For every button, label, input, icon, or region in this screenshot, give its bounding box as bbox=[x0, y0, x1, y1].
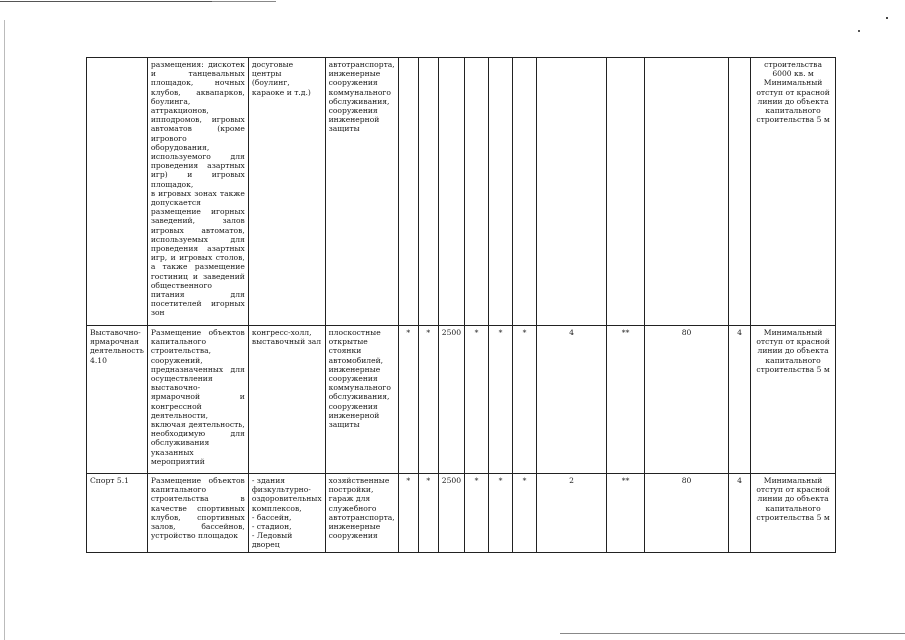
cell-value bbox=[729, 58, 751, 326]
cell-value: * bbox=[465, 474, 489, 553]
cell-note: Минимальный отступ от красной линии до объекта капитального строительства 5 м bbox=[751, 474, 836, 553]
cell-value bbox=[438, 58, 464, 326]
cell-value: 80 bbox=[645, 474, 729, 553]
scan-edge-line bbox=[4, 20, 5, 640]
cell-value: ** bbox=[607, 326, 645, 474]
scan-edge-line bbox=[0, 1, 212, 2]
cell-conditional-use: - здания физкультурно-оздоровительных комплексов, - бассейн, - стадион, - Ледовый дворец bbox=[248, 474, 325, 553]
cell-value: 4 bbox=[729, 474, 751, 553]
scan-speck bbox=[858, 30, 860, 32]
cell-value bbox=[398, 58, 418, 326]
cell-auxiliary-use: хозяйственные постройки, гараж для служебного автотранспорта, инженерные сооружения bbox=[325, 474, 398, 553]
cell-value: 2 bbox=[537, 474, 607, 553]
cell-conditional-use: конгресс-холл, выставочный зал bbox=[248, 326, 325, 474]
cell-note: Минимальный отступ от красной линии до объекта капитального строительства 5 м bbox=[751, 326, 836, 474]
cell-value: * bbox=[489, 474, 513, 553]
scan-edge-line bbox=[212, 1, 276, 2]
cell-main-use: Размещение объектов капитального строительства, сооружений, предназначенных для осуществления выставочно-ярмарочной и конгрессной деятельности, включая деятельность, необходимую для обслуживания указанных мероприятий bbox=[147, 326, 248, 474]
cell-value: 4 bbox=[729, 326, 751, 474]
cell-auxiliary-use: плоскостные открытые стоянки автомобилей, инженерные сооружения коммунального обслуживания, сооружения инженерной защиты bbox=[325, 326, 398, 474]
scan-edge-line bbox=[560, 633, 905, 634]
cell-value bbox=[418, 58, 438, 326]
cell-value bbox=[513, 58, 537, 326]
cell-note: строительства 6000 кв. м Минимальный отступ от красной линии до объекта капитального строительства 5 м bbox=[751, 58, 836, 326]
cell-use-type bbox=[87, 58, 148, 326]
cell-value: 2500 bbox=[438, 474, 464, 553]
scan-speck bbox=[886, 17, 888, 19]
table-row bbox=[87, 58, 836, 326]
cell-use-type: Выставочно-ярмарочная деятельность 4.10 bbox=[87, 326, 148, 474]
cell-value bbox=[607, 58, 645, 326]
cell-value bbox=[489, 58, 513, 326]
table-row bbox=[87, 326, 836, 474]
cell-value: ** bbox=[607, 474, 645, 553]
cell-use-type: Спорт 5.1 bbox=[87, 474, 148, 553]
cell-main-use: Размещение объектов капитального строительства в качестве спортивных клубов, спортивных залов, бассейнов, устройство площадок bbox=[147, 474, 248, 553]
cell-value: * bbox=[513, 326, 537, 474]
cell-value bbox=[465, 58, 489, 326]
cell-value: * bbox=[398, 474, 418, 553]
cell-value: * bbox=[418, 326, 438, 474]
cell-auxiliary-use: автотранспорта, инженерные сооружения коммунального обслуживания, сооружения инженерной защиты bbox=[325, 58, 398, 326]
cell-conditional-use: досуговые центры (боулинг, караоке и т.д.) bbox=[248, 58, 325, 326]
zoning-regulations-table bbox=[86, 57, 836, 553]
table-row bbox=[87, 474, 836, 553]
cell-value bbox=[645, 58, 729, 326]
cell-main-use: размещения: дискотек и танцевальных площадок, ночных клубов, аквапарков, боулинга, аттракционов, ипподромов, игровых автоматов (кроме игрового оборудования, используемого для проведения азартных игр) и игровых площадок, в игровых зонах также допускается размещение игорных заведений, залов игровых автоматов, используемых для проведения азартных игр, и игровых столов, а также размещение гостиниц и заведений общественного питания для посетителей игорных зон bbox=[147, 58, 248, 326]
cell-value: * bbox=[398, 326, 418, 474]
cell-value: 80 bbox=[645, 326, 729, 474]
cell-value: * bbox=[513, 474, 537, 553]
cell-value bbox=[537, 58, 607, 326]
cell-value: 4 bbox=[537, 326, 607, 474]
cell-value: 2500 bbox=[438, 326, 464, 474]
cell-value: * bbox=[465, 326, 489, 474]
cell-value: * bbox=[489, 326, 513, 474]
cell-value: * bbox=[418, 474, 438, 553]
